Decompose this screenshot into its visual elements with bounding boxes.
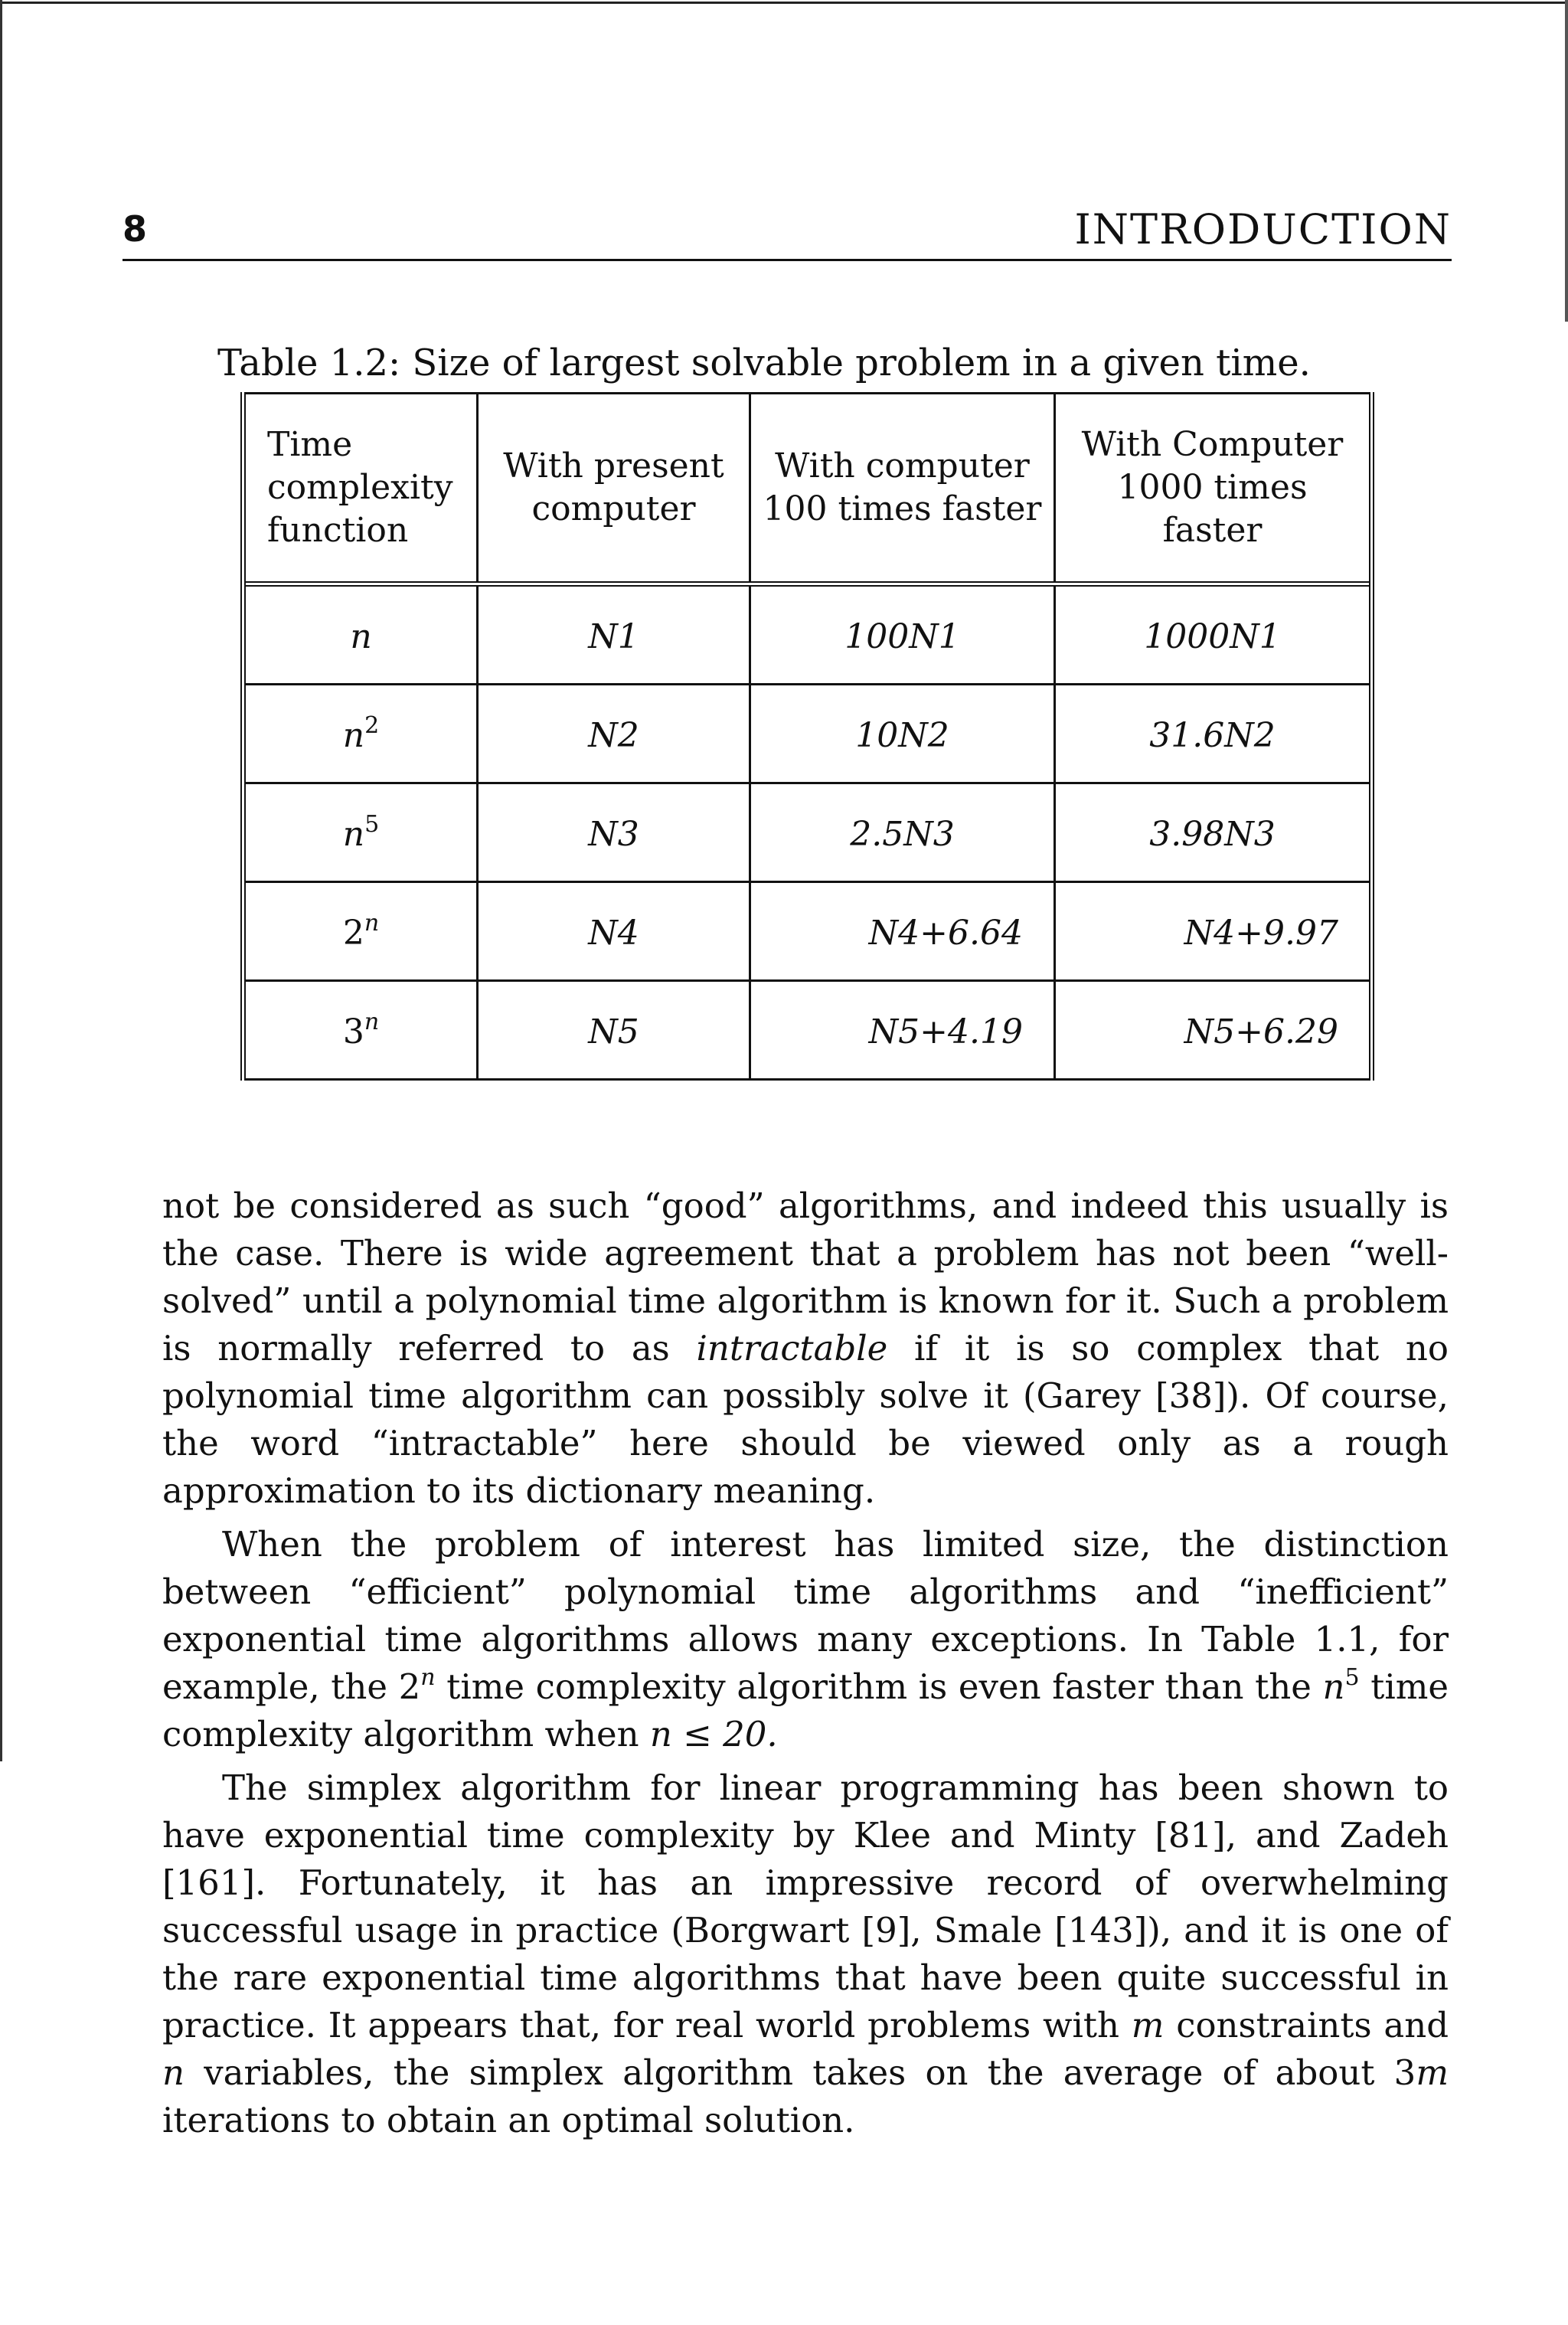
table-row	[243, 584, 1372, 685]
x100-cell: 100N1	[750, 584, 1055, 685]
x100-cell: N5+4.19	[750, 981, 1055, 1080]
present-cell: N1	[478, 584, 750, 685]
header-cell: Time complexity function	[243, 394, 478, 584]
x1000-cell: N5+6.29	[1055, 981, 1372, 1080]
function-cell	[243, 584, 478, 685]
x1000-cell: 31.6N2	[1055, 685, 1372, 783]
function-cell	[243, 981, 478, 1080]
scan-border-right	[1565, 0, 1568, 322]
header-cell: With Computer 1000 times faster	[1055, 394, 1372, 584]
table-row	[243, 685, 1372, 783]
running-head	[122, 205, 1452, 261]
scan-border-top	[0, 2, 1568, 4]
table-caption: Table 1.2: Size of largest solvable problem in a given time.	[217, 342, 1311, 384]
function-base: 3	[342, 1012, 364, 1051]
function-exponent: 2	[364, 712, 380, 739]
header-cell: With present computer	[478, 394, 750, 584]
table-header-row	[243, 394, 1372, 584]
paragraph-2: When the problem of interest has limited size, the distinction between “efficient” polynomial time algorithms and “inefficient” exponential time algorithms allows many exceptions. In Table 1.1, for example, the 2$^n$ time complexity algorithm is even faster than the $n^5$ time complexity algorithm when n ≤ 20.	[162, 1524, 1449, 1754]
paragraph-1: not be considered as such “good” algorithms, and indeed this usually is the case. There is wide agreement that a problem has not been “well-solved” until a polynomial time algorithm is known for it. Such a problem is normally referred to as intractable if it is so complex that no polynomial time algorithm can possibly solve it (Garey [38]). Of course, the word “intractable” here should be viewed only as a rough approximation to its dictionary meaning.	[162, 1185, 1449, 1511]
present-cell: N2	[478, 685, 750, 783]
function-base: n	[342, 815, 365, 854]
x100-cell: 2.5N3	[750, 783, 1055, 882]
present-cell: N3	[478, 783, 750, 882]
emphasis-intractable: intractable	[696, 1328, 888, 1369]
x100-cell: N4+6.64	[750, 882, 1055, 981]
table-row	[243, 882, 1372, 981]
function-exponent: 5	[364, 811, 380, 838]
table-row	[243, 981, 1372, 1080]
x1000-cell: 3.98N3	[1055, 783, 1372, 882]
present-cell: N5	[478, 981, 750, 1080]
x1000-cell: N4+9.97	[1055, 882, 1372, 981]
function-cell	[243, 685, 478, 783]
function-base: n	[342, 716, 365, 755]
paragraph-3: The simplex algorithm for linear programming has been shown to have exponential time complexity by Klee and Minty [81], and Zadeh [161]. Fortunately, it has an impressive record of overwhelming successful usage in practice (Borgwart [9], Smale [143]), and it is one of the rare exponential time algorithms that have been quite successful in practice. It appears that, for real world problems with m constraints and n variables, the simplex algorithm takes on the average of about 3m iterations to obtain an optimal solution.	[162, 1767, 1449, 2140]
present-cell: N4	[478, 882, 750, 981]
scan-border-left	[0, 0, 2, 1761]
x1000-cell: 1000N1	[1055, 584, 1372, 685]
page-number: 8	[122, 208, 148, 250]
x100-cell: 10N2	[750, 685, 1055, 783]
complexity-table	[240, 392, 1374, 1081]
complexity-table-wrapper	[240, 392, 1369, 1081]
function-cell	[243, 783, 478, 882]
header-cell: With computer 100 times faster	[750, 394, 1055, 584]
function-base: 2	[342, 914, 364, 953]
function-exponent: n	[364, 910, 380, 937]
function-cell	[243, 882, 478, 981]
table-row	[243, 783, 1372, 882]
function-exponent: n	[364, 1009, 380, 1035]
function-base: n	[350, 617, 372, 656]
chapter-title: INTRODUCTION	[1074, 205, 1452, 253]
body-text	[162, 1182, 1449, 2150]
